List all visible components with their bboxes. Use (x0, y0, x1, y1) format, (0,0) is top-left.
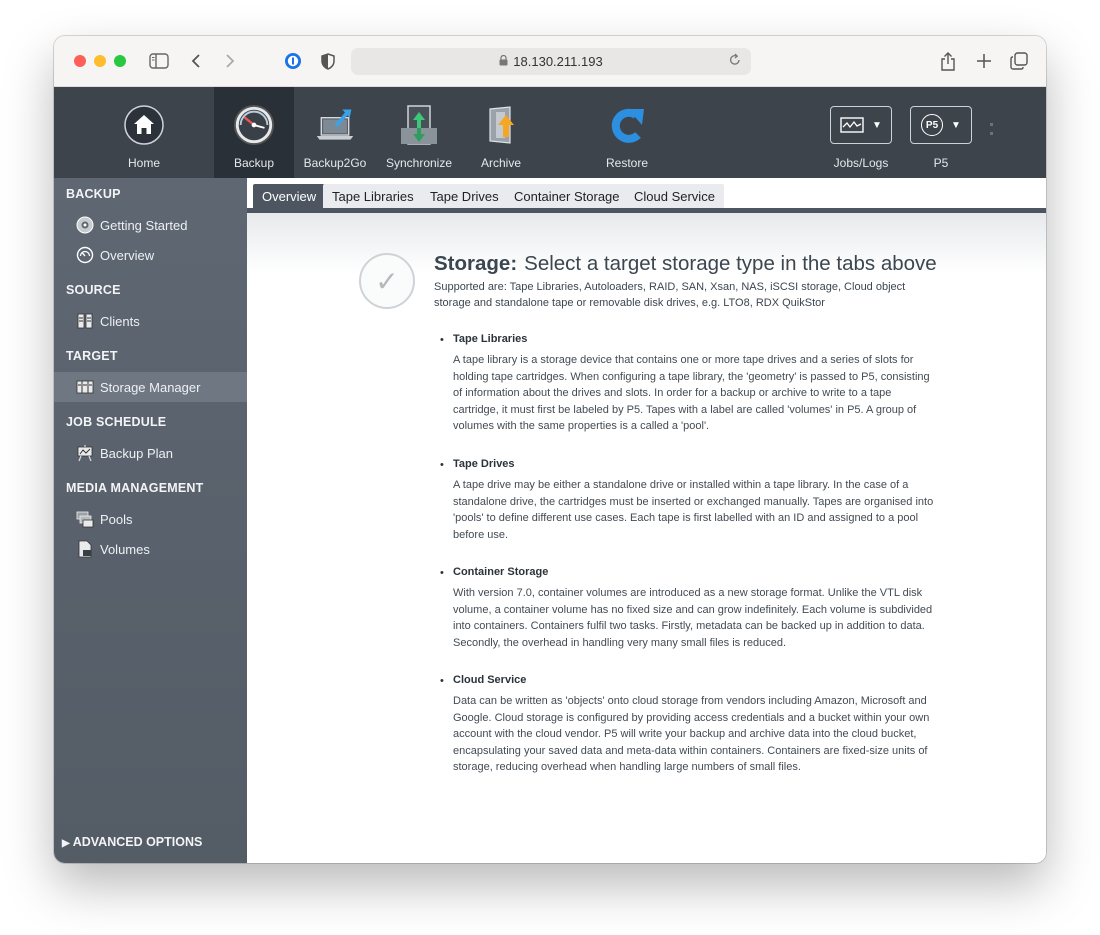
sidebar-item-label: Backup Plan (100, 445, 173, 461)
archive-icon (480, 104, 522, 146)
sidebar-item-storage-manager[interactable] (54, 372, 247, 402)
tab-container-storage[interactable]: Container Storage (505, 184, 629, 208)
p5-icon (910, 106, 972, 144)
tab-overview[interactable]: Overview (253, 184, 325, 208)
laptop-icon (314, 104, 356, 146)
lock-icon (499, 55, 508, 69)
toolbar-label: Backup2Go (303, 156, 367, 170)
title-bold: Storage: (434, 252, 518, 275)
sidebar-item-getting-started[interactable] (54, 210, 247, 240)
section-text: A tape library is a storage device that contains one or more tape drives and a series of slots for holding tape cartridges. When configuring a tape library, the 'geometry' is passed to P5, consisting of information about the drives and slots. In order for a backup or archive to write to a tape cartridge, it must first be labeled by P5. Tapes with a label are called 'volumes' in P5. A group of volumes with the same properties is a called a 'pool'. (453, 354, 930, 432)
section-text: A tape drive may be either a standalone drive or installed within a tape library. In the case of a standalone drive, the cartridges must be inserted or exchanged manually. Tapes are organised into 'pools' to define different use cases. Each tape is first labelled with an ID and assigned to a pool before use. (453, 479, 934, 541)
sidebar-item-label: Pools (100, 511, 133, 527)
title-rest: Select a target storage type in the tabs above (524, 252, 937, 275)
section-heading: Container Storage (453, 566, 549, 578)
chevron-down-icon: ▼ (872, 119, 882, 131)
sidebar-section-source: SOURCE (66, 283, 121, 297)
backup-gauge-icon (233, 104, 275, 146)
toolbar-home-button[interactable] (106, 87, 182, 178)
tab-tape-libraries[interactable]: Tape Libraries (323, 184, 423, 208)
toolbar-restore-button[interactable] (592, 87, 662, 178)
page-title (434, 252, 937, 276)
toolbar-jobs-logs-button[interactable] (826, 87, 896, 178)
overview-panel (247, 213, 1046, 863)
section-text: With version 7.0, container volumes are introduced as a new storage format. Unlike the VTL disk volume, a container volume has no fixed size and can grow indefinitely. Each volume is subdivided into containers. Containers fulfil two tasks. Firstly, metadata can be backed up in addition to data. Secondly, the overhead in handling very many small files is reduced. (453, 587, 933, 649)
toolbar-archive-button[interactable] (466, 87, 536, 178)
sidebar-section-media-management: MEDIA MANAGEMENT (66, 481, 204, 495)
clients-icon (76, 312, 94, 330)
toolbar-label: Archive (480, 156, 521, 170)
section-heading: Cloud Service (453, 674, 527, 686)
sidebar (54, 178, 247, 863)
bullet-icon: • (440, 567, 444, 579)
toolbar-p5-button[interactable] (906, 87, 976, 178)
sidebar-section-backup: BACKUP (66, 187, 121, 201)
shield-icon[interactable] (319, 50, 337, 72)
sync-icon (398, 104, 440, 146)
bullet-icon: • (440, 675, 444, 687)
toolbar-label: Backup (233, 156, 275, 170)
sidebar-section-target: TARGET (66, 349, 118, 363)
toolbar-label: Jobs/Logs (833, 156, 889, 170)
gauge-icon (76, 246, 94, 264)
sidebar-section-job-schedule: JOB SCHEDULE (66, 415, 167, 429)
advanced-options-label: ADVANCED OPTIONS (72, 835, 203, 849)
p5-badge: P5 (921, 114, 943, 136)
tab-overview-icon[interactable] (1009, 50, 1029, 72)
page-subtitle: Supported are: Tape Libraries, Autoloaders, RAID, SAN, Xsan, NAS, iSCSI storage, Cloud object storage and standalone tape or removable disk drives, e.g. LTO8, RDX QuikStor (434, 281, 906, 309)
new-tab-icon[interactable] (974, 50, 994, 72)
forward-icon[interactable] (222, 50, 238, 72)
home-icon (123, 104, 165, 146)
toolbar-resize-handle[interactable] (990, 121, 994, 139)
jobs-logs-icon (830, 106, 892, 144)
backup-plan-icon (76, 444, 94, 462)
toolbar-label: Synchronize (385, 156, 453, 170)
toolbar-label: P5 (933, 156, 949, 170)
bullet-icon: • (440, 334, 444, 346)
toolbar-backup2go-button[interactable] (292, 87, 378, 178)
restore-icon (606, 104, 648, 146)
toolbar-label: Restore (605, 156, 649, 170)
tab-tape-drives[interactable]: Tape Drives (421, 184, 508, 208)
sidebar-item-overview[interactable] (54, 240, 247, 270)
back-icon[interactable] (188, 50, 204, 72)
storage-manager-icon (76, 378, 94, 396)
section-text: Data can be written as 'objects' onto cloud storage from vendors including Amazon, Microsoft and Google. Cloud storage is configured by providing access credentials and a bucket within your own account with the cloud vendor. P5 will write your backup and archive data into the cloud bucket, encapsulating your saved data and meta-data within containers. Containers are fixed-size units of storage, reducing overhead when handling large numbers of small files. (453, 695, 930, 773)
address-bar[interactable] (351, 48, 751, 75)
pools-icon (76, 510, 94, 528)
chevron-down-icon: ▼ (951, 119, 961, 131)
share-icon[interactable] (938, 50, 958, 72)
checkmark-icon: ✓ (359, 253, 415, 309)
browser-window (54, 36, 1046, 863)
reload-icon[interactable] (729, 53, 741, 69)
jobs-logs-dropdown[interactable] (826, 104, 896, 146)
zoom-window-button[interactable] (114, 55, 126, 67)
sidebar-item-backup-plan[interactable] (54, 438, 247, 468)
password-manager-icon[interactable] (283, 50, 303, 72)
p5-dropdown[interactable] (906, 104, 976, 146)
toolbar-backup-button[interactable] (214, 87, 294, 178)
sidebar-item-label: Getting Started (100, 217, 188, 233)
triangle-right-icon: ▶ (62, 838, 70, 849)
tab-bar (247, 178, 1046, 211)
sidebar-item-clients[interactable] (54, 306, 247, 336)
toolbar-synchronize-button[interactable] (374, 87, 464, 178)
main-content (247, 178, 1046, 863)
section-heading: Tape Drives (453, 458, 515, 470)
minimize-window-button[interactable] (94, 55, 106, 67)
getting-started-icon (76, 216, 94, 234)
sidebar-item-label: Overview (100, 247, 155, 263)
close-window-button[interactable] (74, 55, 86, 67)
sidebar-item-pools[interactable] (54, 504, 247, 534)
sidebar-toggle-icon[interactable] (148, 50, 170, 72)
app-toolbar (54, 87, 1046, 178)
sidebar-item-label: Volumes (100, 541, 150, 557)
sidebar-item-label: Clients (100, 313, 140, 329)
url-text: 18.130.211.193 (513, 54, 603, 69)
sidebar-item-label: Storage Manager (100, 379, 201, 395)
section-heading: Tape Libraries (453, 333, 528, 345)
toolbar-label: Home (127, 156, 160, 170)
advanced-options-toggle[interactable] (62, 835, 202, 849)
sidebar-item-volumes[interactable] (54, 534, 247, 564)
tab-cloud-service[interactable]: Cloud Service (625, 184, 724, 208)
bullet-icon: • (440, 459, 444, 471)
volumes-icon (76, 540, 94, 558)
browser-titlebar (54, 36, 1046, 87)
